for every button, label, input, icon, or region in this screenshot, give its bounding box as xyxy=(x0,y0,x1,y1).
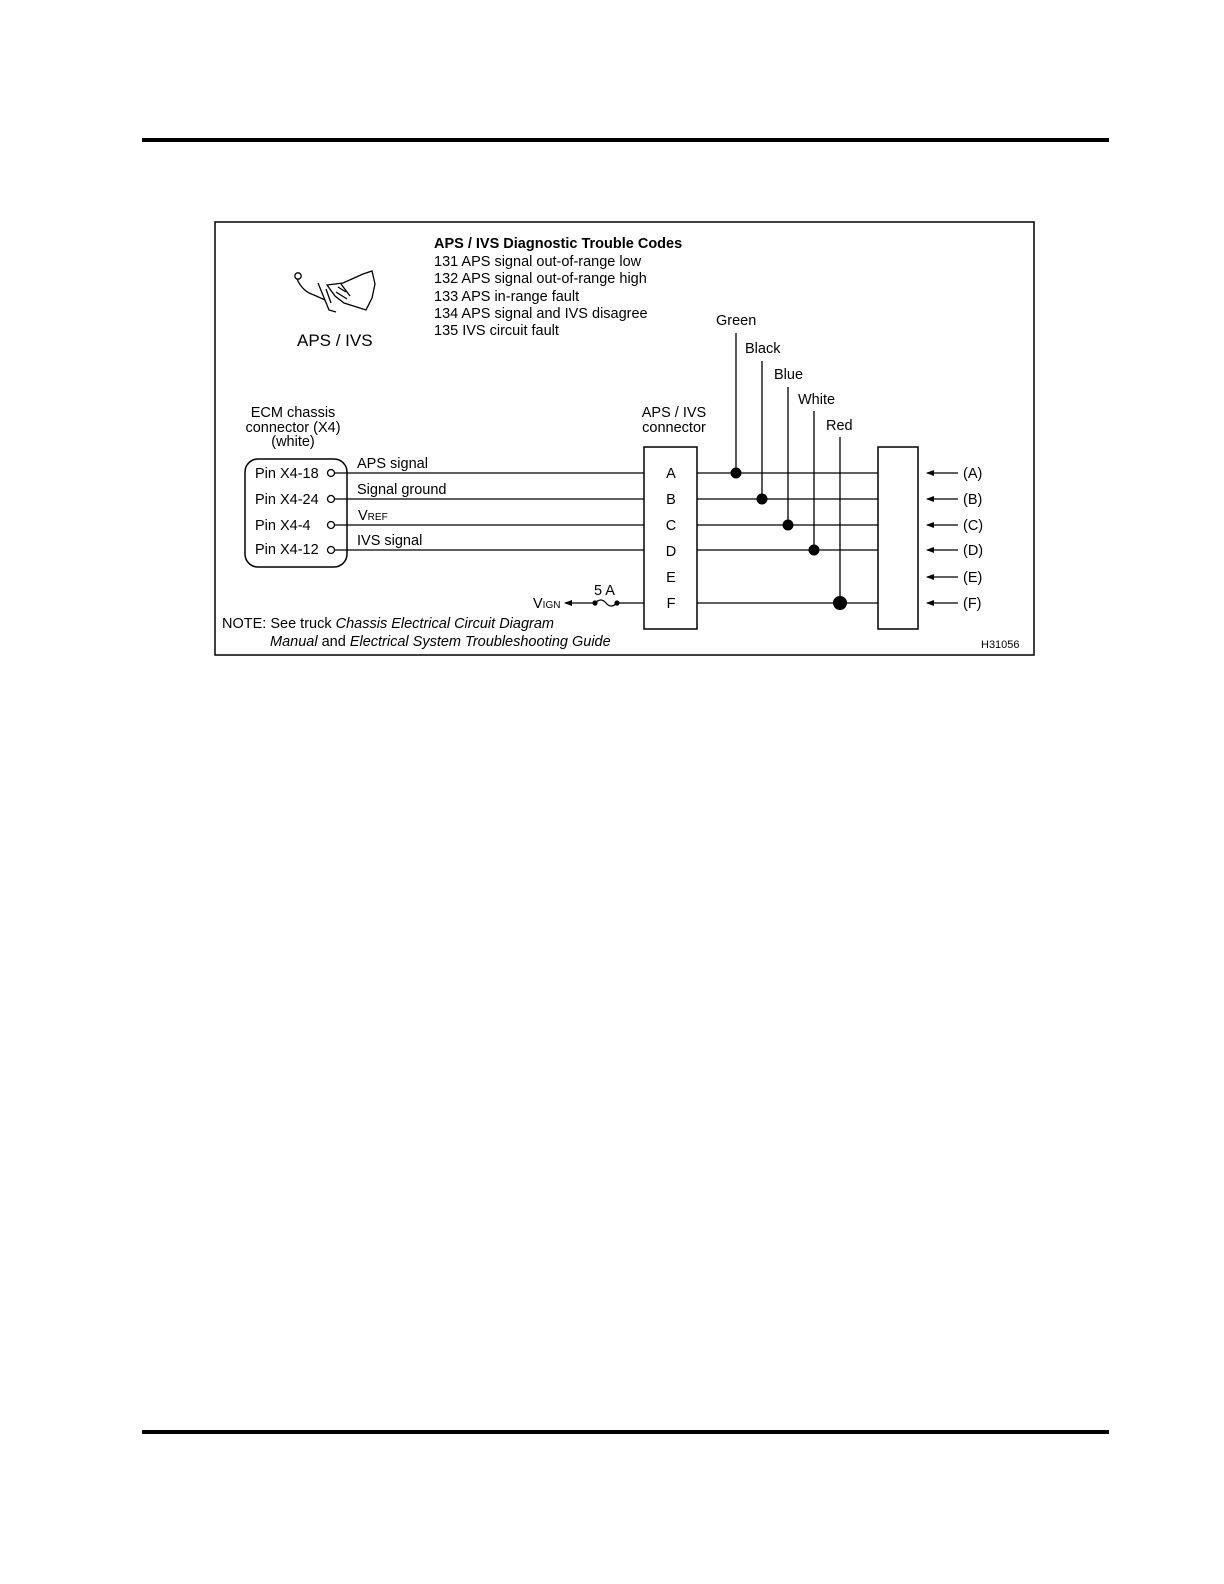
dtc-code: 133 APS in-range fault xyxy=(434,289,580,305)
pin-terminal xyxy=(328,496,335,503)
dtc-code: 132 APS signal out-of-range high xyxy=(434,271,647,287)
dtc-code: 135 IVS circuit fault xyxy=(434,323,559,339)
pedal-icon xyxy=(295,271,375,312)
wire-color-label: White xyxy=(798,392,836,408)
terminal-letter: C xyxy=(665,518,677,534)
ecm-label: ECM chassis xyxy=(250,405,336,421)
junction-dot xyxy=(833,596,847,610)
wire-color-label: Red xyxy=(826,418,853,434)
harness-ref: (C) xyxy=(963,518,984,534)
signal-label: VREF xyxy=(358,508,388,524)
ecm-label: (white) xyxy=(271,434,315,450)
terminal-letter: E xyxy=(666,570,676,586)
harness-ref: (A) xyxy=(963,466,983,482)
junction-dot xyxy=(731,468,742,479)
note-text: Manual and Electrical System Troubleshooting Guide xyxy=(270,634,611,650)
figure-id: H31056 xyxy=(981,639,1020,651)
signal-label: IVS signal xyxy=(357,533,423,549)
ecm-pin: Pin X4-12 xyxy=(255,542,319,558)
harness-ref: (D) xyxy=(963,543,984,559)
note-text: NOTE: See truck Chassis Electrical Circuit Diagram xyxy=(222,616,554,632)
vign-label: VIGN xyxy=(533,596,561,612)
fuse-label: 5 A xyxy=(594,583,615,599)
dtc-code: 134 APS signal and IVS disagree xyxy=(434,306,648,322)
aps-connector-label: connector xyxy=(642,420,706,436)
harness-connector-box xyxy=(878,447,918,629)
ecm-pin: Pin X4-4 xyxy=(255,518,311,534)
ecm-pin: Pin X4-18 xyxy=(255,466,319,482)
pin-terminal xyxy=(328,522,335,529)
fuse-terminal xyxy=(592,600,597,605)
terminal-letter: D xyxy=(665,544,677,560)
dtc-code: 131 APS signal out-of-range low xyxy=(434,254,642,270)
signal-label: APS signal xyxy=(357,456,428,472)
ecm-label: connector (X4) xyxy=(245,420,341,436)
harness-ref: (B) xyxy=(963,492,983,508)
wire-color-label: Blue xyxy=(774,367,804,383)
wire-color-label: Green xyxy=(716,313,757,329)
aps-connector-label: APS / IVS xyxy=(641,405,707,421)
harness-ref: (F) xyxy=(963,596,982,612)
pin-terminal xyxy=(328,470,335,477)
pedal-label: APS / IVS xyxy=(297,331,373,350)
signal-label: Signal ground xyxy=(357,482,447,498)
terminal-letter: B xyxy=(666,492,676,508)
terminal-letter: A xyxy=(666,466,676,482)
junction-dot xyxy=(809,545,820,556)
junction-dot xyxy=(783,520,794,531)
wire-color-label: Black xyxy=(745,341,781,357)
terminal-letter: F xyxy=(666,596,676,612)
harness-ref: (E) xyxy=(963,570,983,586)
junction-dot xyxy=(757,494,768,505)
dtc-title: APS / IVS Diagnostic Trouble Codes xyxy=(434,236,683,252)
fuse-icon xyxy=(595,600,617,606)
ecm-pin: Pin X4-24 xyxy=(255,492,319,508)
fuse-terminal xyxy=(614,600,619,605)
pin-terminal xyxy=(328,547,335,554)
